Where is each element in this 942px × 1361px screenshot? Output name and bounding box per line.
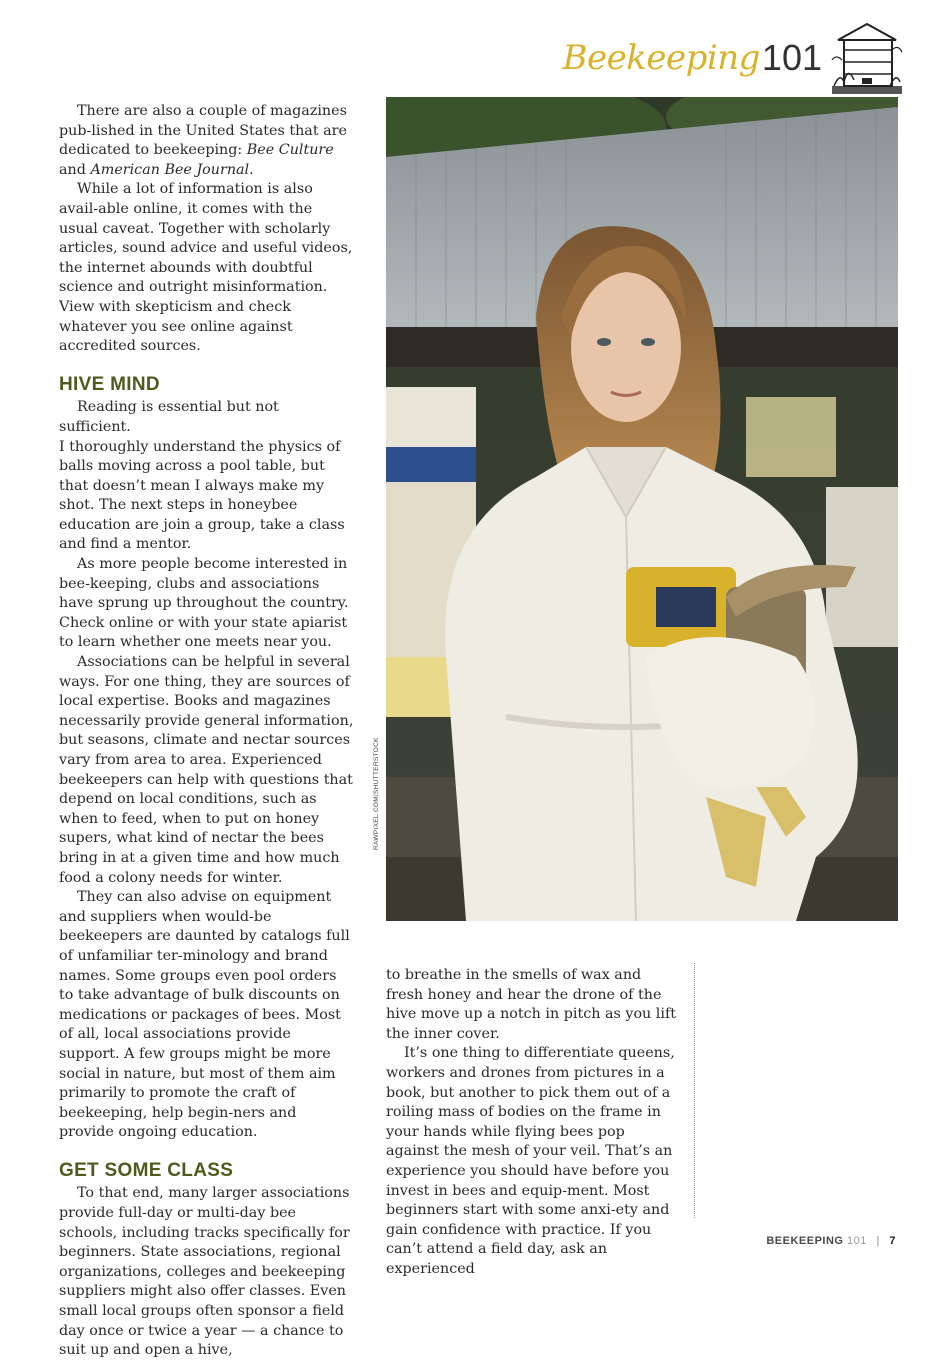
paragraph: There are also a couple of magazines pub-lished in the United States that are dedicated to beekeeping: Bee Culture and American Bee Journal.: [59, 103, 347, 178]
page-header: [563, 18, 904, 98]
beekeeper-photo-illustration: [386, 97, 898, 921]
paragraph: They can also advise on equipment and suppliers when would-be beekeepers are daunted by catalogs full of unfamiliar ter-minology and brand names. Some groups even pool orders to take advantage of bulk discounts on medications or packages of bees. Most of all, local associations provide support. A few groups might be more social in nature, but most of them aim primarily to promote the craft of beekeeping, help begin-ners and provide ongoing education.: [59, 889, 350, 1141]
photo-credit: RAWPIXEL.COM/SHUTTERSTOCK: [373, 737, 380, 850]
page-footer: [766, 1235, 896, 1247]
left-text-column: [59, 102, 355, 1361]
section-heading-hive-mind: HIVE MIND: [59, 373, 160, 395]
paragraph: to breathe in the smells of wax and fresh honey and hear the drone of the hive move up a notch in pitch as you lift the inner cover.: [386, 967, 676, 1042]
beekeeper-photo: [386, 97, 898, 921]
footer-separator: |: [876, 1235, 880, 1247]
paragraph: While a lot of information is also avail-able online, it comes with the usual caveat. Together with scholarly articles, sound advice and useful videos, the internet abounds with doubtful science and outright misinformation. View with skepticism and check whatever you see online against accredited sources.: [59, 181, 353, 355]
header-script-title: Beekeeping: [562, 38, 760, 78]
page-number: 7: [889, 1235, 896, 1247]
paragraph: As more people become interested in bee-keeping, clubs and associations have sprung up throughout the country. Check online or with your state apiarist to learn whether one meets near you.: [59, 556, 349, 651]
header-number: 101: [761, 37, 822, 78]
footer-title-number: 101: [847, 1235, 867, 1247]
column-divider: [694, 963, 695, 1218]
footer-title: BEEKEEPING: [766, 1235, 844, 1247]
paragraph: It’s one thing to differentiate queens, workers and drones from pictures in a book, but another to pick them out of a roiling mass of bodies on the frame in your hands while flying bees pop against the mesh of your veil. That’s an experience you should have before you invest in bees and equip-ment. Most beginners start with some anxi-ety and gain confidence with practice. If you can’t attend a field day, ask an experienced: [386, 1045, 675, 1277]
paragraph: To that end, many larger associations provide full-day or multi-day bee schools, including tracks specifically for beginners. State associations, regional organizations, colleges and beekeeping suppliers might also offer classes. Even small local groups often sponsor a field day once or twice a year — a chance to suit up and open a hive,: [59, 1185, 350, 1359]
paragraph: I thoroughly understand the physics of balls moving across a pool table, but that doesn’t mean I always make my shot. The next steps in honeybee education are join a group, take a class and find a mentor.: [59, 438, 345, 553]
paragraph: Associations can be helpful in several ways. For one thing, they are sources of local expertise. Books and magazines necessarily provide general information, but seasons, climate and nectar sources vary from area to area. Experienced beekeepers can help with questions that depend on local conditions, such as when to feed, when to put on honey supers, what kind of nectar the bees bring in at a given time and how much food a colony needs for winter.: [59, 654, 354, 886]
paragraph: Reading is essential but not sufficient.: [59, 399, 279, 435]
beehive-illustration-icon: [830, 20, 904, 96]
right-text-column: [386, 966, 682, 1280]
section-heading-get-some-class: GET SOME CLASS: [59, 1159, 234, 1181]
